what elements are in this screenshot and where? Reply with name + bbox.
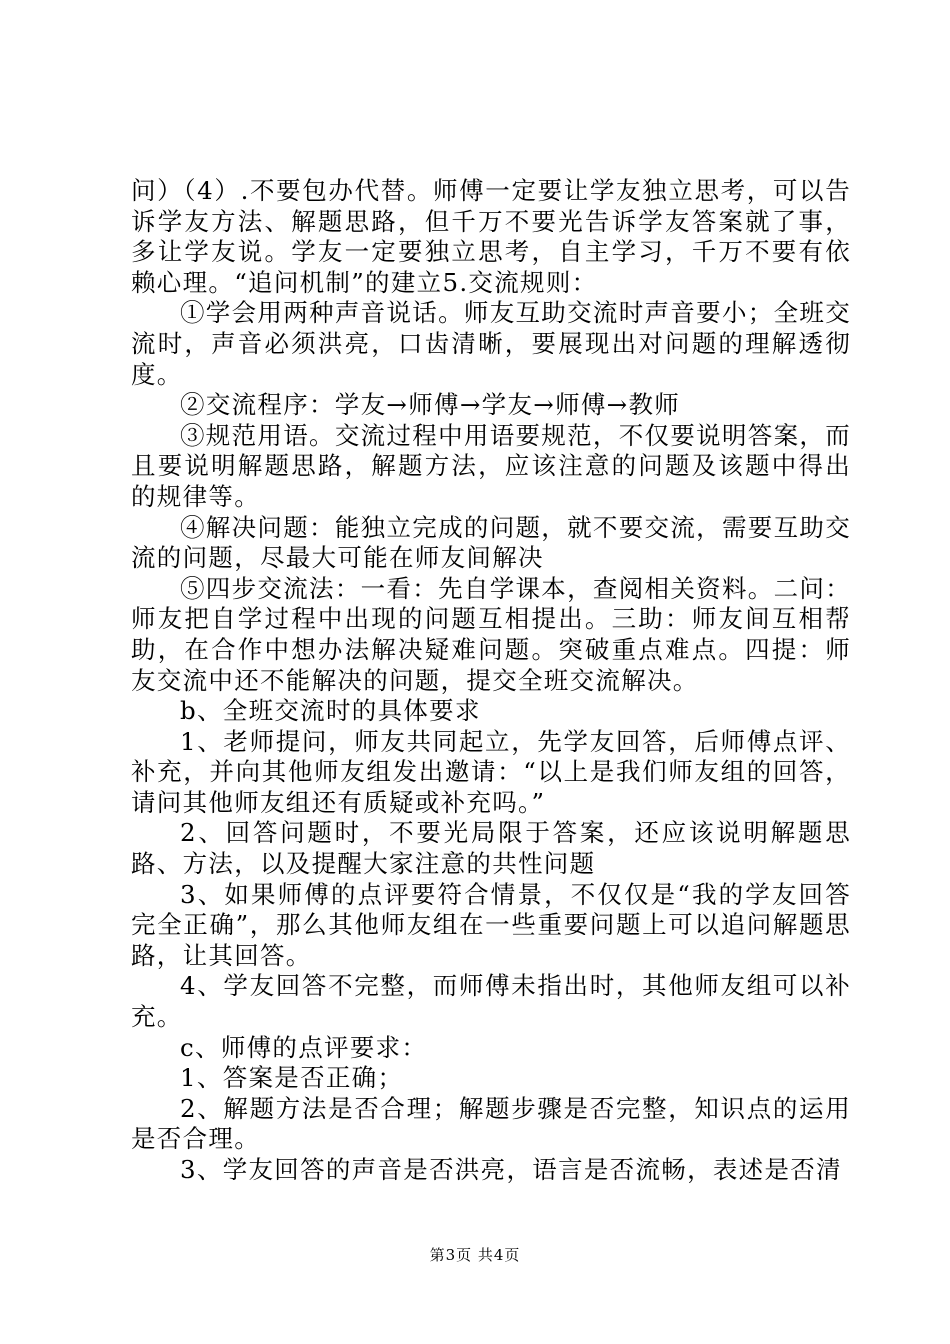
- page-number-footer: 第3页 共4页: [429, 1246, 521, 1264]
- section-heading: c、师傅的点评要求：: [180, 1032, 428, 1062]
- paragraph: 4、学友回答不完整，而师傅未指出时，其他师友组可以补充。: [131, 971, 851, 1032]
- paragraph: ③规范用语。交流过程中用语要规范，不仅要说明答案，而且要说明解题思路，解题方法，应该注意的问题及该题中得出的规律等。: [131, 420, 851, 511]
- paragraph: ④解决问题：能独立完成的问题，就不要交流，需要互助交流的问题，尽最大可能在师友间解决: [131, 512, 851, 573]
- section-heading: b、全班交流时的具体要求: [180, 696, 481, 726]
- paragraph: 2、回答问题时，不要光局限于答案，还应该说明解题思路、方法，以及提醒大家注意的共性问题: [131, 818, 851, 879]
- paragraph: 2、解题方法是否合理；解题步骤是否完整，知识点的运用是否合理。: [131, 1093, 851, 1154]
- paragraph: 1、答案是否正确；: [180, 1063, 404, 1093]
- paragraph: ①学会用两种声音说话。师友互助交流时声音要小；全班交流时，声音必须洪亮，口齿清晰，要展现出对问题的理解透彻度。: [131, 298, 851, 389]
- paragraph: 问）（4）.不要包办代替。师傅一定要让学友独立思考，可以告诉学友方法、解题思路，但千万不要光告诉学友答案就了事，多让学友说。学友一定要独立思考，自主学习，千万不要有依赖心理。“追问机制”的建立5.交流规则：: [131, 176, 851, 297]
- paragraph: ⑤四步交流法：一看：先自学课本，查阅相关资料。二问：师友把自学过程中出现的问题互相提出。三助：师友间互相帮助，在合作中想办法解决疑难问题。突破重点难点。四提：师友交流中还不能解决的问题，提交全班交流解决。: [131, 573, 851, 695]
- document-body: [131, 176, 851, 1186]
- paragraph: 3、如果师傅的点评要符合情景，不仅仅是“我的学友回答完全正确”，那么其他师友组在一些重要问题上可以追问解题思路，让其回答。: [131, 879, 851, 970]
- paragraph: 3、学友回答的声音是否洪亮，语言是否流畅，表述是否清: [180, 1155, 842, 1184]
- paragraph: 1、老师提问，师友共同起立，先学友回答，后师傅点评、补充，并向其他师友组发出邀请：“以上是我们师友组的回答，请问其他师友组还有质疑或补充吗。”: [131, 726, 851, 817]
- paragraph: ②交流程序：学友→师傅→学友→师傅→教师: [180, 390, 681, 420]
